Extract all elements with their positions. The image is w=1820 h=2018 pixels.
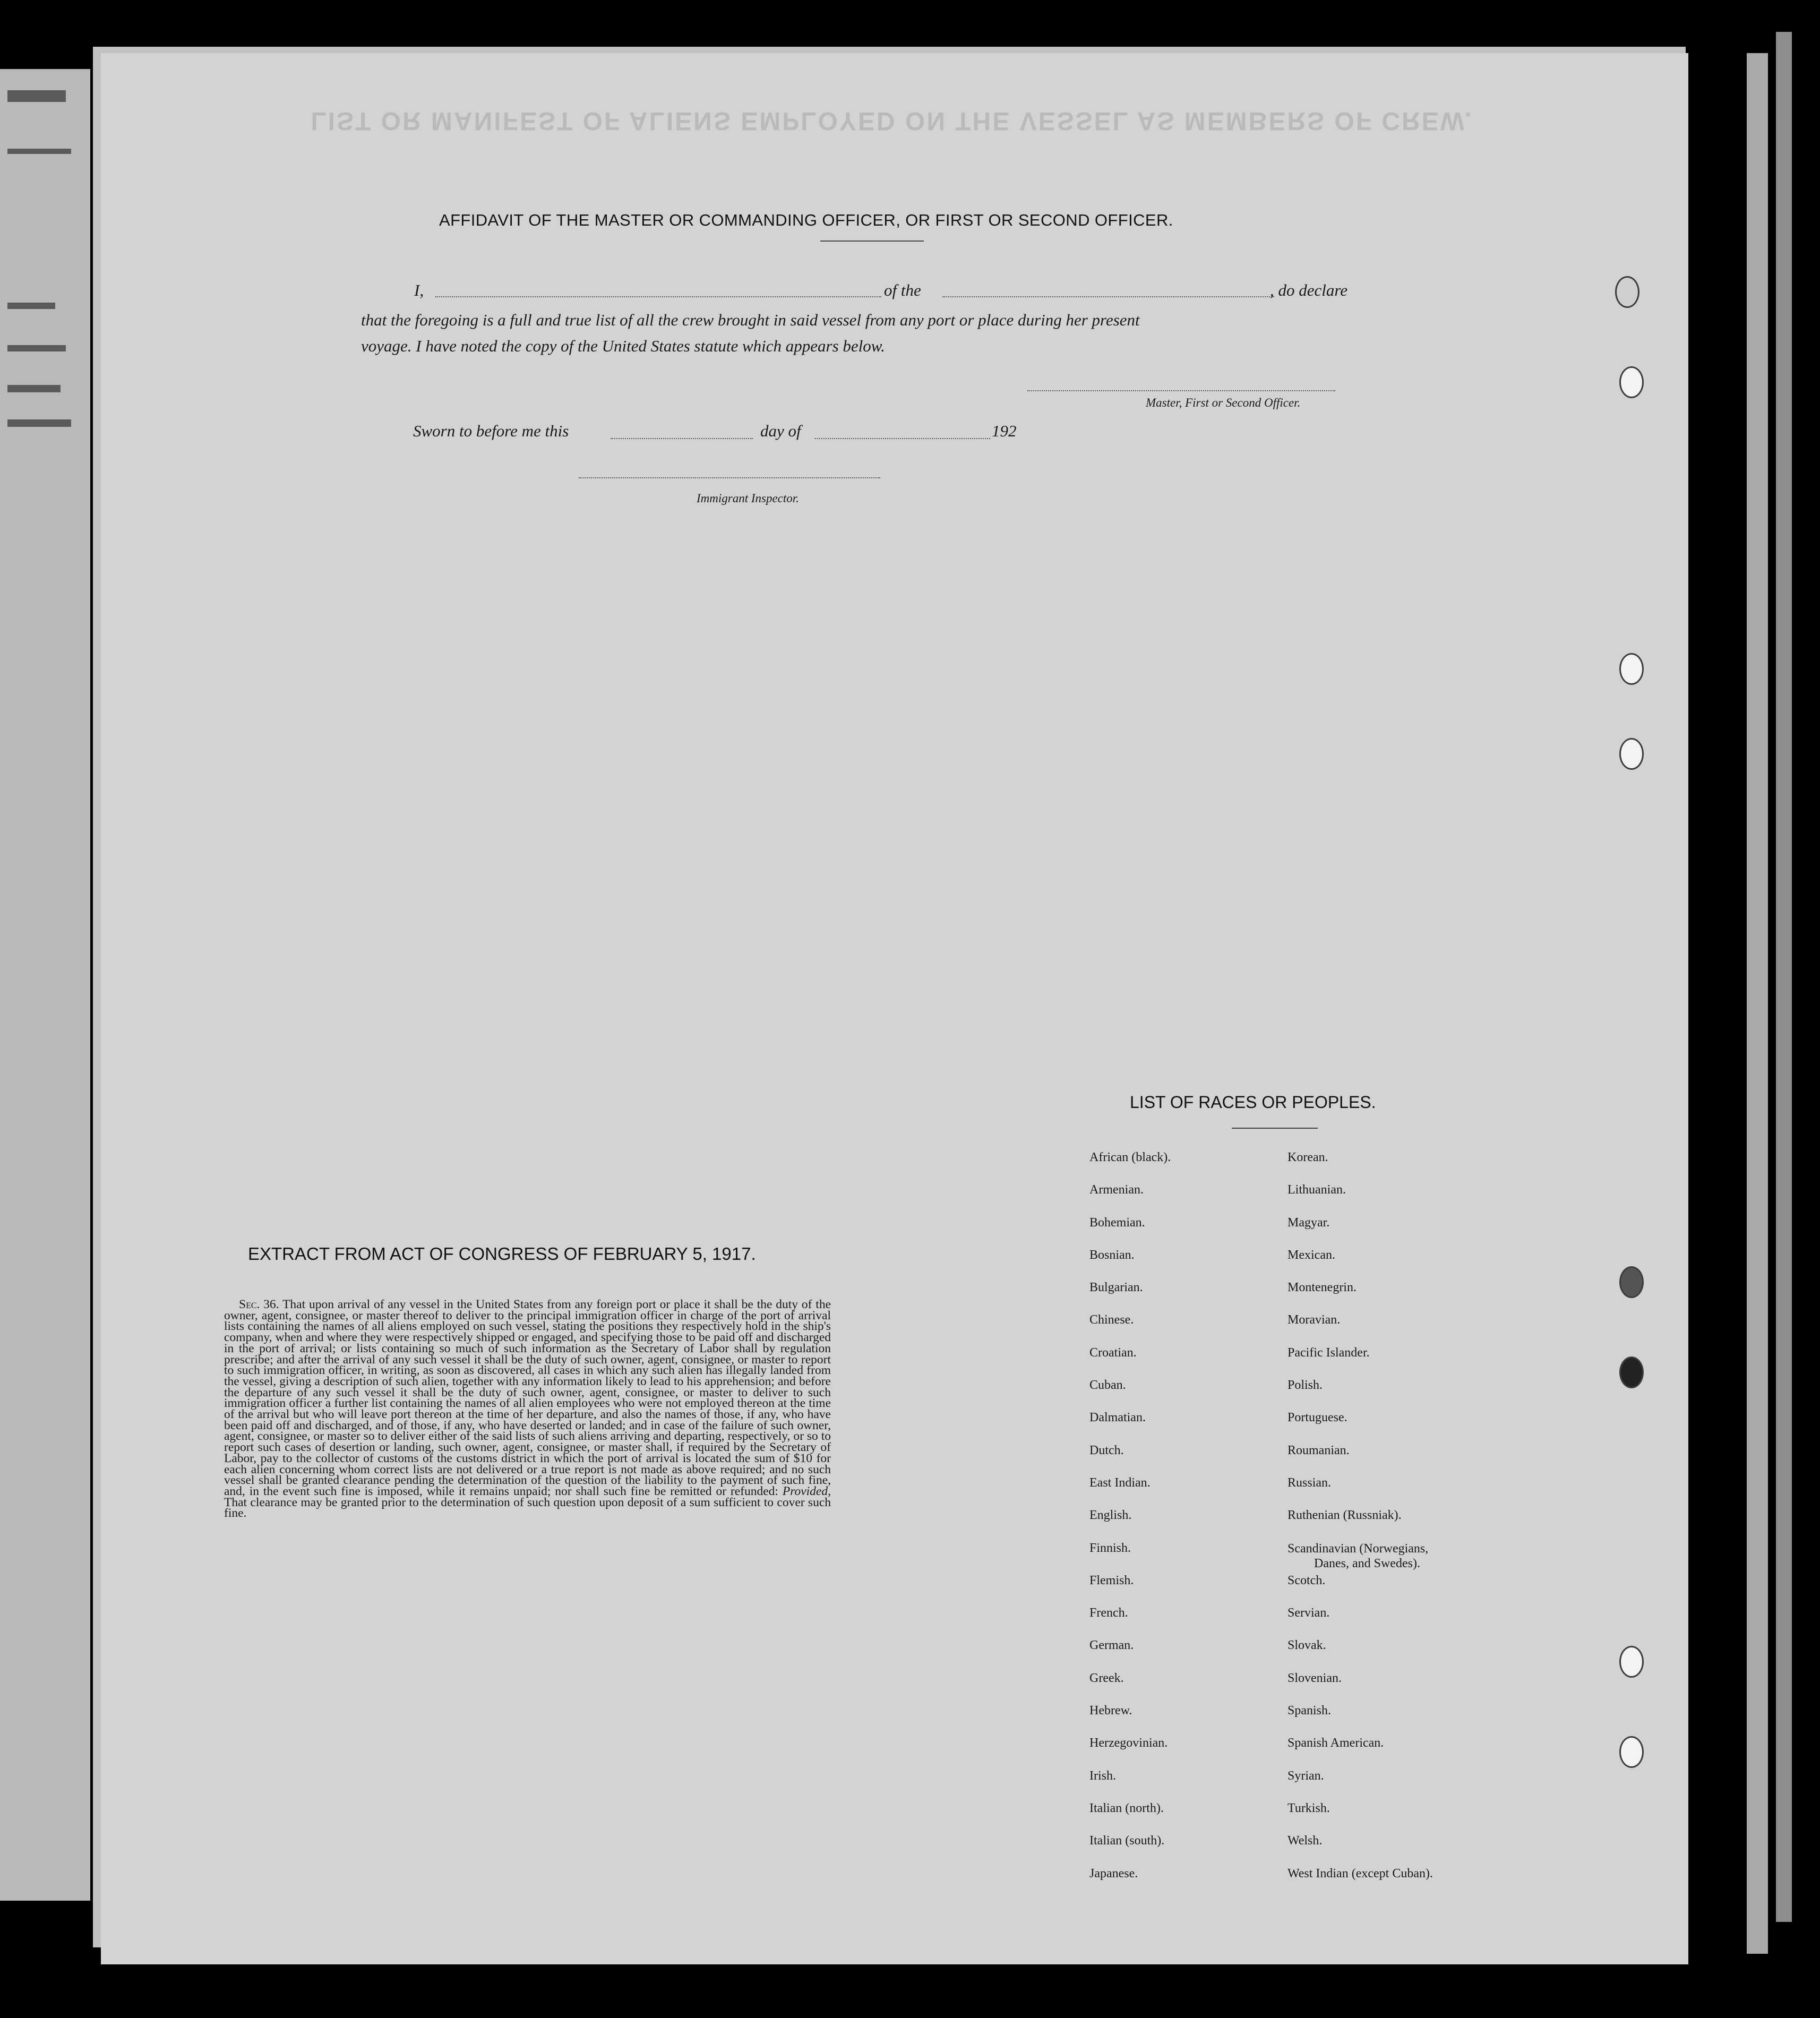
affidavit-heading: AFFIDAVIT OF THE MASTER OR COMMANDING OFFICER, OR FIRST OR SECOND OFFICER. [439, 211, 1173, 229]
race-item: Herzegovinian. [1089, 1736, 1168, 1750]
race-item-multiline [1287, 1541, 1433, 1574]
ink-mark [7, 419, 71, 427]
race-item: Dalmatian. [1089, 1411, 1146, 1425]
ink-mark [7, 149, 71, 154]
race-item: Chinese. [1089, 1313, 1134, 1327]
master-signature-field[interactable] [1027, 390, 1335, 391]
race-item: West Indian (except Cuban). [1287, 1866, 1433, 1880]
races-column-left [1089, 1150, 1171, 1899]
race-item: Servian. [1287, 1606, 1330, 1620]
race-item: Bohemian. [1089, 1215, 1145, 1230]
race-item: Spanish. [1287, 1704, 1332, 1718]
race-item: Polish. [1287, 1378, 1323, 1393]
ink-mark [7, 345, 66, 351]
race-item: Montenegrin. [1287, 1281, 1357, 1295]
sworn-label: Sworn to before me this [413, 422, 569, 440]
ink-mark [7, 90, 66, 102]
ink-mark [7, 303, 55, 309]
affidavit-of-the-label: of the [884, 281, 921, 299]
document-page [101, 53, 1688, 1964]
race-item: Ruthenian (Russniak). [1287, 1508, 1402, 1523]
punch-hole-icon [1619, 366, 1644, 398]
race-item: Pacific Islander. [1287, 1345, 1370, 1360]
race-item: Armenian. [1089, 1183, 1144, 1197]
race-item: German. [1089, 1638, 1134, 1653]
race-item: Turkish. [1287, 1801, 1330, 1815]
adjacent-page-strip-left [0, 69, 90, 1901]
race-item: Flemish. [1089, 1573, 1134, 1587]
race-item: Bosnian. [1089, 1248, 1135, 1262]
race-item: African (black). [1089, 1150, 1171, 1164]
punch-hole-icon [1619, 1356, 1644, 1388]
race-item: Syrian. [1287, 1768, 1324, 1783]
race-item: Spanish American. [1287, 1736, 1384, 1750]
race-item: Japanese. [1089, 1866, 1138, 1880]
master-signature-label: Master, First or Second Officer. [1146, 396, 1301, 409]
affidavit-i-label: I, [414, 281, 424, 299]
extract-body-text: That upon arrival of any vessel in the United States from any foreign port or place it shall be the duty of the owner, agent, consignee, or master thereof to deliver to the principal immigration officer in charge of the port of arrival lists containing the names of all aliens employed on such vessel, stating the positions they respectively hold in the ship's company, when and where they were respectively shipped or engaged, and specifying those to be paid off and discharged in the port of arrival; or lists containing so much of such information as the Secretary of Labor shall by regulation prescribe; and after the arrival of any such vessel it shall be the duty of such owner, agent, consignee, or master to report to such immigration officer, in writing, as soon as discovered, all cases in which any such alien has illegally landed from the vessel, giving a description of such alien, together with any information likely to lead to his apprehension; and before the departure of any such vessel it shall be the duty of such owner, agent, consignee, or master to deliver to such immigration officer a further list containing the names of all alien employees who were not employed thereon at the time of the arrival but who will leave port thereon at the time of her departure, and also the names of those, if any, who have been paid off and discharged, and of those, if any, who have deserted or landed; and in case of the failure of such owner, agent, consignee, or master so to deliver either of the said lists of such aliens arriving and departing, respectively, or so to report such cases of desertion or landing, such owner, agent, consignee, or master shall, if required by the Secretary of Labor, pay to the collector of customs of the customs district in which the port of arrival is located the sum of $10 for each alien concerning whom correct lists are not delivered or a true report is not made as above required; and no such vessel shall be granted clearance pending the determination of the question of the liability to the payment of such fine, and, in the event such fine is imposed, while it remains unpaid; nor shall such fine be remitted or refunded: [224, 1298, 831, 1498]
adjacent-page-strip-right [1747, 53, 1768, 1954]
affidavit-declare-label: , do declare [1270, 281, 1348, 299]
race-item: Portuguese. [1287, 1411, 1347, 1425]
vessel-name-field[interactable] [942, 296, 1274, 297]
adjacent-page-strip-right-outer [1776, 32, 1792, 1922]
affidavit-line-1: that the foregoing is a full and true list of all the crew brought in said vessel from any port or place during her present [361, 311, 1140, 329]
race-item: Croatian. [1089, 1345, 1137, 1360]
races-heading: LIST OF RACES OR PEOPLES. [1130, 1093, 1376, 1112]
race-item: Cuban. [1089, 1378, 1126, 1393]
sworn-month-field[interactable] [815, 438, 990, 439]
punch-hole-icon [1619, 1736, 1644, 1768]
punch-hole-icon [1619, 1646, 1644, 1678]
race-item: Hebrew. [1089, 1704, 1132, 1718]
race-item: Korean. [1287, 1150, 1328, 1164]
race-item: Italian (south). [1089, 1834, 1165, 1848]
bleed-through-heading: LIST OR MANIFEST OF ALIENS EMPLOYED ON THE VESSEL AS MEMBERS OF CREW. [311, 107, 1473, 135]
year-prefix: 192 [992, 422, 1017, 440]
punch-hole-icon [1619, 653, 1644, 685]
race-item: East Indian. [1089, 1475, 1151, 1490]
affidavit-line-2: voyage. I have noted the copy of the United States statute which appears below. [361, 337, 885, 355]
race-item: Irish. [1089, 1768, 1116, 1783]
officer-name-field[interactable] [435, 296, 881, 297]
race-item: Danes, and Swedes). [1314, 1556, 1420, 1570]
race-item: Finnish. [1089, 1541, 1131, 1555]
divider [1232, 1128, 1318, 1129]
race-item: Bulgarian. [1089, 1281, 1143, 1295]
race-item: Moravian. [1287, 1313, 1341, 1327]
punch-hole-icon [1619, 1266, 1644, 1298]
race-item: Dutch. [1089, 1443, 1124, 1457]
race-item: Lithuanian. [1287, 1183, 1346, 1197]
race-item: French. [1089, 1606, 1128, 1620]
race-item: Greek. [1089, 1671, 1124, 1685]
extract-heading: EXTRACT FROM ACT OF CONGRESS OF FEBRUARY 5, 1917. [248, 1244, 756, 1264]
race-item: Slovenian. [1287, 1671, 1342, 1685]
provided-label: Provided, [782, 1484, 831, 1498]
race-item: Scotch. [1287, 1573, 1326, 1587]
inspector-signature-field[interactable] [579, 477, 880, 478]
ink-mark [7, 385, 61, 392]
punch-hole-icon [1619, 738, 1644, 770]
divider [820, 241, 924, 242]
sworn-day-field[interactable] [611, 438, 753, 439]
race-item: English. [1089, 1508, 1132, 1523]
inspector-label: Immigrant Inspector. [697, 492, 799, 505]
race-item: Slovak. [1287, 1638, 1326, 1653]
extract-body [224, 1299, 831, 1519]
extract-body-text-end: That clearance may be granted prior to the determination of such question upon deposit of a sum sufficient to cover such fine. [224, 1495, 831, 1521]
punch-hole-icon [1615, 276, 1639, 308]
race-item: Mexican. [1287, 1248, 1335, 1262]
races-column-right [1287, 1150, 1433, 1899]
section-label: Sec. 36. [239, 1298, 279, 1311]
day-of-label: day of [760, 422, 801, 440]
race-item: Italian (north). [1089, 1801, 1164, 1815]
race-item: Roumanian. [1287, 1443, 1350, 1457]
race-item: Welsh. [1287, 1834, 1323, 1848]
race-item: Russian. [1287, 1475, 1332, 1490]
race-item: Scandinavian (Norwegians, [1287, 1541, 1429, 1556]
race-item: Magyar. [1287, 1215, 1330, 1230]
